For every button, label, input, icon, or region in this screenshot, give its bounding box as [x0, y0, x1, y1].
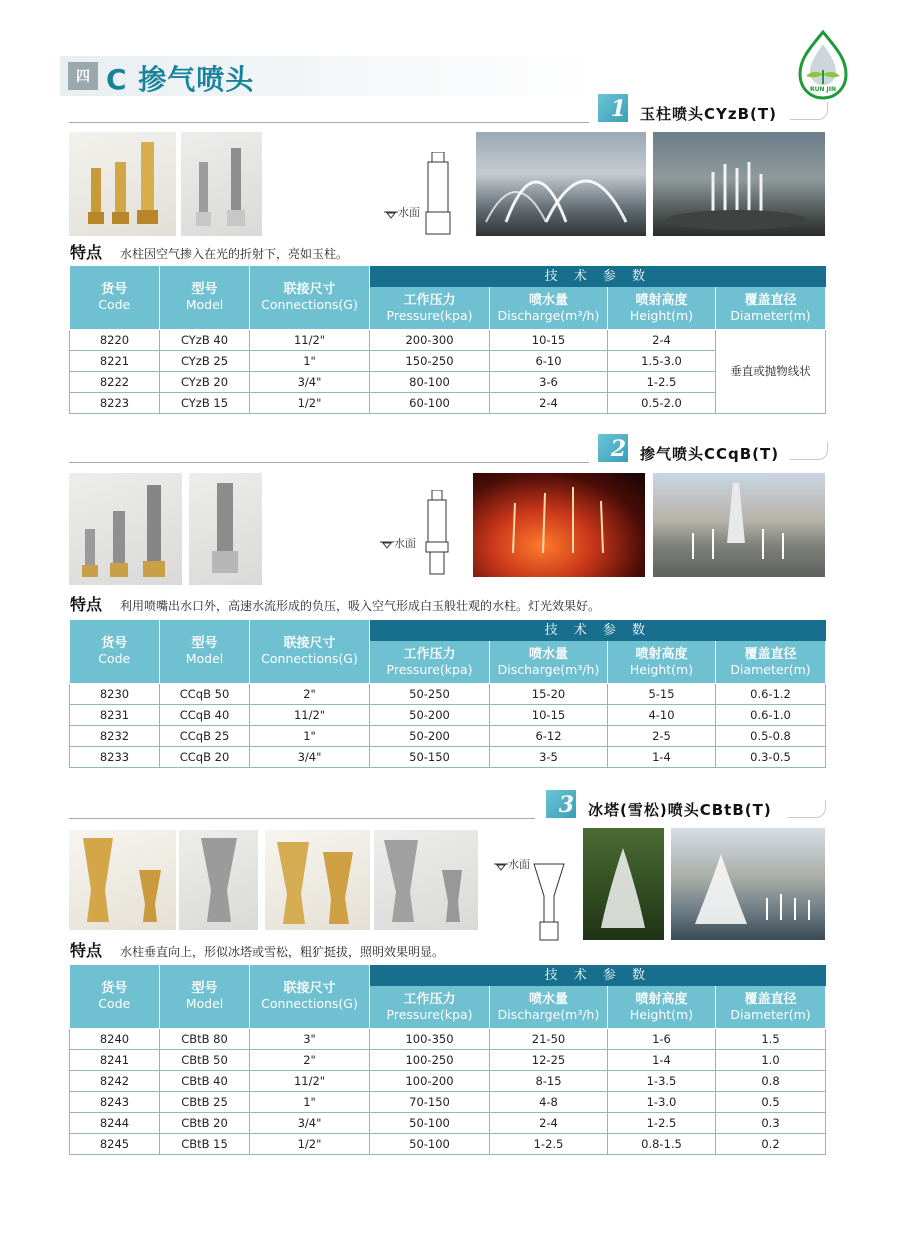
feature-1-label: 特点: [70, 243, 103, 262]
photo-cbtb-steel-pair: [374, 830, 478, 930]
fountain-arcs-icon: [476, 132, 646, 236]
diagram-ccqb: [380, 490, 460, 580]
table-row: 8242 CBtB 40 11/2" 100-200 8-15 1-3.5 0.8: [70, 1070, 826, 1091]
nozzle-diagram-icon: [384, 152, 464, 242]
spec-table-1: [69, 266, 826, 414]
th-pressure: 工作压力 Pressure(kpa): [370, 641, 490, 683]
steel-pair-nozzle-icon: [374, 830, 478, 930]
th-pressure: 工作压力 Pressure(kpa): [370, 986, 490, 1028]
th-tech-params: 技 术 参 数: [370, 620, 826, 641]
feature-3-label: 特点: [70, 941, 103, 960]
photo-cbtb-forest: [583, 828, 664, 940]
section-2-rule: [69, 462, 589, 463]
feature-3-text: 水柱垂直向上，形似冰塔或雪松，粗犷挺拔，照明效果明显。: [120, 945, 445, 959]
photo-cyzb-fountain-2: [653, 132, 825, 236]
chapter-number-box: 四: [68, 62, 98, 90]
section-1-number: 1: [598, 94, 628, 122]
section-3-title: 冰塔(雪松)喷头CBtB(T): [588, 801, 772, 819]
table-row: 8233 CCqB 20 3/4" 50-150 3-5 1-4 0.3-0.5: [70, 746, 826, 767]
logo-text: RUN JIN: [809, 86, 837, 93]
photo-ccqb-plaza: [653, 473, 825, 577]
snow-pine-fountain-icon: [671, 828, 825, 940]
nozzle-diagram-icon-2: [380, 490, 460, 580]
table-row: 8220 CYzB 40 11/2" 200-300 10-15 2-4 垂直或抛物线状: [70, 329, 826, 350]
brass-pair-nozzle-icon: [265, 830, 370, 930]
table-row: 8231 CCqB 40 11/2" 50-200 10-15 4-10 0.6-1.0: [70, 704, 826, 725]
th-discharge: 喷水量 Discharge(m³/h): [490, 986, 608, 1028]
th-pressure: 工作压力 Pressure(kpa): [370, 287, 490, 329]
plaza-fountain-icon: [653, 473, 825, 577]
water-surface-label-2: 水面: [394, 537, 416, 550]
steel-nozzle-icon: [181, 132, 262, 236]
spec-table-2: [69, 620, 826, 768]
merged-diameter-cell: 垂直或抛物线状: [716, 329, 826, 413]
brass-nozzle-icon: [69, 132, 176, 236]
photo-cbtb-pool: [671, 828, 825, 940]
section-2-number: 2: [598, 434, 628, 462]
table-row: 8240 CBtB 80 3" 100-350 21-50 1-6 1.5: [70, 1028, 826, 1049]
th-tech-params: 技 术 参 数: [370, 965, 826, 986]
th-diameter: 覆盖直径 Diameter(m): [716, 986, 826, 1028]
th-connections: 联接尺寸 Connections(G): [250, 965, 370, 1028]
lit-fountain-icon: [473, 473, 645, 577]
table-row: 8241 CBtB 50 2" 100-250 12-25 1-4 1.0: [70, 1049, 826, 1070]
section-1-title: 玉柱喷头CYzB(T): [640, 105, 777, 123]
feature-2-text: 利用喷嘴出水口外，高速水流形成的负压，吸入空气形成白玉般壮观的水柱。灯光效果好。: [120, 599, 601, 613]
diagram-cbtb: [494, 852, 574, 944]
fountain-columns-icon: [653, 132, 825, 236]
spec-table-3: [69, 965, 826, 1155]
th-diameter: 覆盖直径 Diameter(m): [716, 641, 826, 683]
table-row: 8245 CBtB 15 1/2" 50-100 1-2.5 0.8-1.5 0.2: [70, 1133, 826, 1154]
table-row: 8232 CCqB 25 1" 50-200 6-12 2-5 0.5-0.8: [70, 725, 826, 746]
feature-2-label: 特点: [70, 595, 103, 614]
diagram-cyzb: [384, 152, 464, 242]
photo-cbtb-steel: [179, 830, 258, 930]
water-surface-label-3: 水面: [508, 858, 530, 871]
th-model: 型号 Model: [160, 266, 250, 329]
table-row: 8244 CBtB 20 3/4" 50-100 2-4 1-2.5 0.3: [70, 1112, 826, 1133]
th-connections: 联接尺寸 Connections(G): [250, 620, 370, 683]
th-height: 喷射高度 Height(m): [608, 641, 716, 683]
section-1-rule: [69, 122, 589, 123]
section-3-rule: [69, 818, 535, 819]
section-3-tail: [788, 800, 826, 818]
page-title: C 掺气喷头: [106, 63, 255, 96]
th-code: 货号 Code: [70, 620, 160, 683]
th-discharge: 喷水量 Discharge(m³/h): [490, 641, 608, 683]
th-discharge: 喷水量 Discharge(m³/h): [490, 287, 608, 329]
feature-1-text: 水柱因空气掺入在光的折射下，亮如玉柱。: [120, 247, 349, 261]
th-code: 货号 Code: [70, 266, 160, 329]
photo-ccqb-steel-single: [189, 473, 262, 585]
th-tech-params: 技 术 参 数: [370, 266, 826, 287]
ice-tower-fountain-icon: [583, 828, 664, 940]
runjin-logo: [796, 30, 850, 100]
photo-ccqb-night: [473, 473, 645, 577]
photo-cbtb-brass: [69, 830, 176, 930]
th-model: 型号 Model: [160, 965, 250, 1028]
th-height: 喷射高度 Height(m): [608, 986, 716, 1028]
section-2-tail: [790, 442, 828, 460]
th-code: 货号 Code: [70, 965, 160, 1028]
table-row: 8230 CCqB 50 2" 50-250 15-20 5-15 0.6-1.2: [70, 683, 826, 704]
steel-brass-nozzle-icon: [69, 473, 182, 585]
photo-cyzb-steel: [181, 132, 262, 236]
brass-tulip-nozzle-icon: [69, 830, 176, 930]
photo-cyzb-brass: [69, 132, 176, 236]
th-model: 型号 Model: [160, 620, 250, 683]
th-diameter: 覆盖直径 Diameter(m): [716, 287, 826, 329]
th-height: 喷射高度 Height(m): [608, 287, 716, 329]
nozzle-diagram-icon-3: [494, 852, 574, 944]
photo-cyzb-fountain-1: [476, 132, 646, 236]
table-row: 8222 CYzB 20 3/4" 80-100 3-6 1-2.5: [70, 371, 826, 392]
photo-cbtb-brass-pair: [265, 830, 370, 930]
section-1-tail: [790, 102, 828, 120]
section-3-number: 3: [546, 790, 576, 818]
section-2-title: 掺气喷头CCqB(T): [640, 445, 780, 463]
photo-ccqb-steel-set: [69, 473, 182, 585]
water-surface-label: 水面: [398, 206, 420, 219]
th-connections: 联接尺寸 Connections(G): [250, 266, 370, 329]
steel-tulip-nozzle-icon: [179, 830, 258, 930]
table-row: 8243 CBtB 25 1" 70-150 4-8 1-3.0 0.5: [70, 1091, 826, 1112]
table-row: 8223 CYzB 15 1/2" 60-100 2-4 0.5-2.0: [70, 392, 826, 413]
table-row: 8221 CYzB 25 1" 150-250 6-10 1.5-3.0: [70, 350, 826, 371]
steel-nozzle-single-icon: [189, 473, 262, 585]
